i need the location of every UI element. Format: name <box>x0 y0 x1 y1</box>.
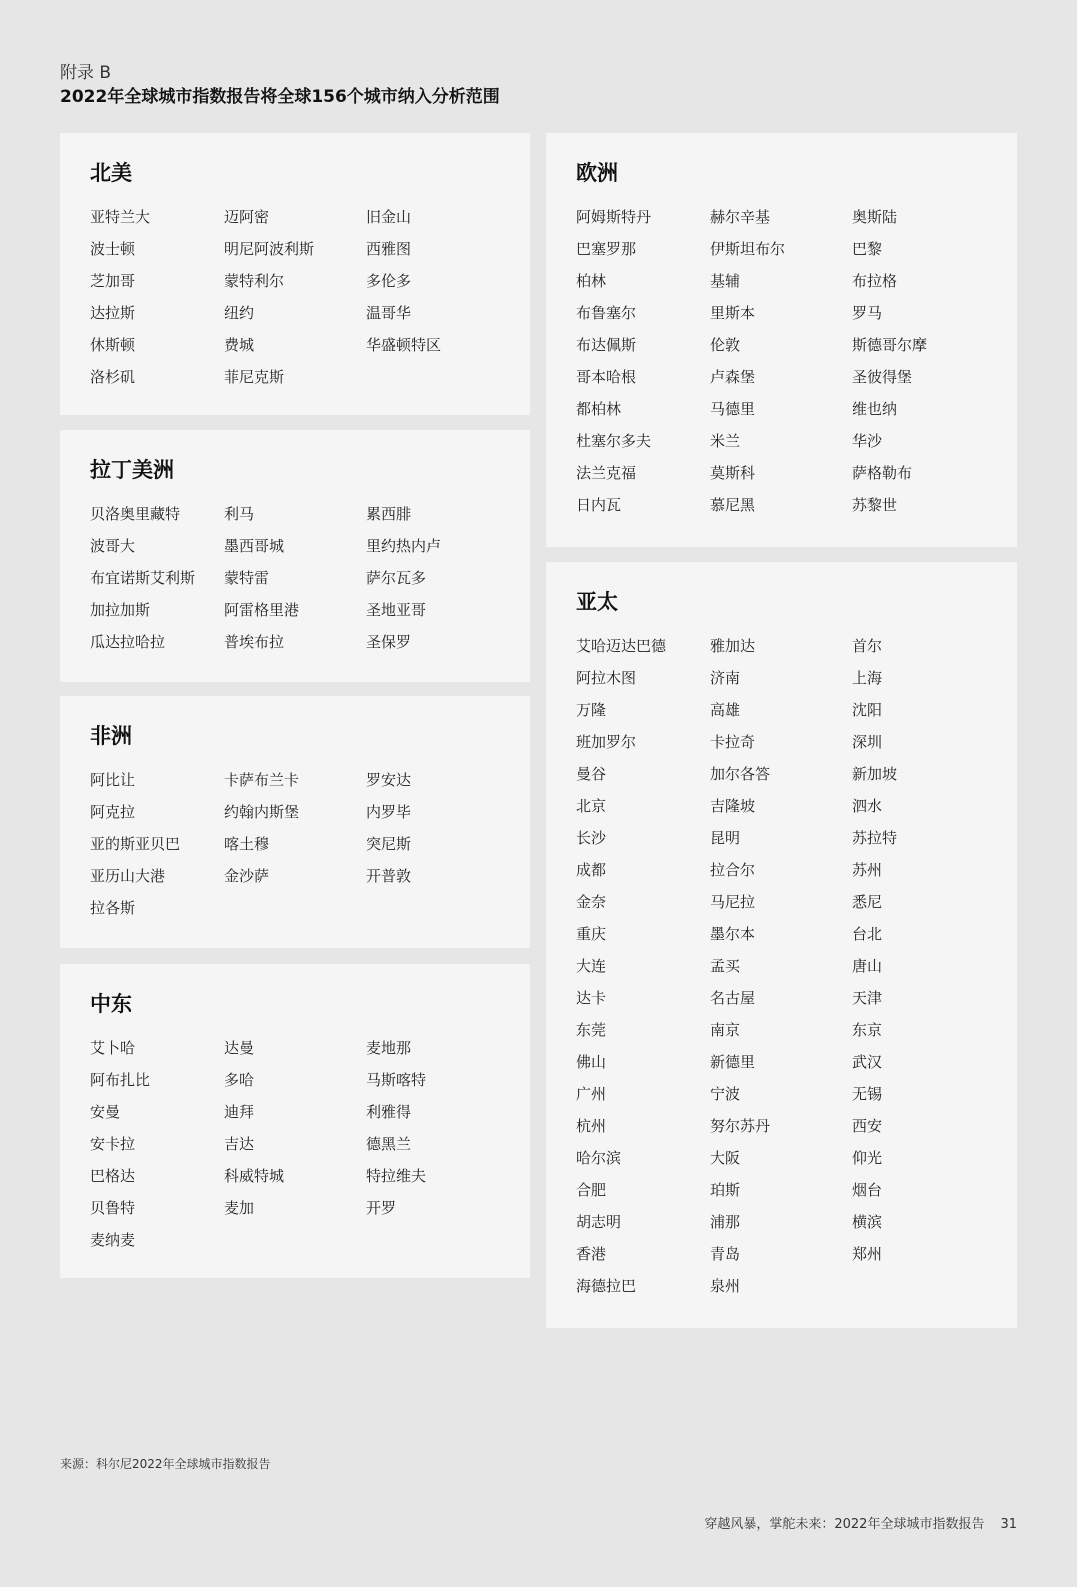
city-name: 艾卜哈 <box>90 1039 136 1057</box>
city-name: 德黑兰 <box>366 1135 412 1153</box>
city-name: 多哈 <box>224 1071 255 1089</box>
city-name: 深圳 <box>852 733 883 751</box>
city-name: 苏拉特 <box>852 829 898 847</box>
city-name: 开普敦 <box>366 867 412 885</box>
city-name: 阿布扎比 <box>90 1071 151 1089</box>
region-title: 北美 <box>90 161 132 185</box>
city-name: 阿雷格里港 <box>224 601 300 619</box>
city-name: 华沙 <box>852 432 883 450</box>
city-name: 阿拉木图 <box>576 669 637 687</box>
city-name: 万隆 <box>576 701 607 719</box>
city-name: 达曼 <box>224 1039 255 1057</box>
city-name: 金奈 <box>576 893 607 911</box>
city-name: 罗马 <box>852 304 883 322</box>
city-name: 台北 <box>852 925 883 943</box>
city-name: 都柏林 <box>576 400 622 418</box>
region-card-asia-pacific <box>546 562 1017 1328</box>
city-name: 赫尔辛基 <box>710 208 771 226</box>
city-name: 马斯喀特 <box>366 1071 427 1089</box>
city-name: 蒙特雷 <box>224 569 270 587</box>
region-title: 非洲 <box>90 724 132 748</box>
city-name: 纽约 <box>224 304 255 322</box>
city-name: 布宜诺斯艾利斯 <box>90 569 196 587</box>
city-name: 里斯本 <box>710 304 756 322</box>
city-name: 拉各斯 <box>90 899 136 917</box>
city-name: 利马 <box>224 505 255 523</box>
city-name: 麦纳麦 <box>90 1231 136 1249</box>
city-name: 东莞 <box>576 1021 607 1039</box>
city-name: 上海 <box>852 669 883 687</box>
city-name: 宁波 <box>710 1085 741 1103</box>
city-name: 芝加哥 <box>90 272 136 290</box>
region-card-latin-america <box>60 430 530 682</box>
city-name: 大连 <box>576 957 607 975</box>
city-name: 金沙萨 <box>224 867 270 885</box>
city-name: 贝鲁特 <box>90 1199 136 1217</box>
city-name: 里约热内卢 <box>366 537 442 555</box>
city-name: 休斯顿 <box>90 336 136 354</box>
city-name: 新德里 <box>710 1053 756 1071</box>
city-name: 罗安达 <box>366 771 412 789</box>
city-name: 安曼 <box>90 1103 121 1121</box>
city-name: 普埃布拉 <box>224 633 285 651</box>
city-name: 安卡拉 <box>90 1135 136 1153</box>
city-name: 苏州 <box>852 861 883 879</box>
region-card-north-america <box>60 133 530 415</box>
region-title: 中东 <box>90 992 132 1016</box>
city-name: 长沙 <box>576 829 607 847</box>
region-title: 欧洲 <box>576 161 618 185</box>
city-name: 仰光 <box>852 1149 883 1167</box>
city-name: 亚的斯亚贝巴 <box>90 835 181 853</box>
city-name: 科威特城 <box>224 1167 285 1185</box>
city-name: 高雄 <box>710 701 741 719</box>
city-name: 无锡 <box>852 1085 883 1103</box>
city-name: 努尔苏丹 <box>710 1117 771 1135</box>
city-name: 开罗 <box>366 1199 397 1217</box>
city-name: 旧金山 <box>366 208 412 226</box>
city-name: 西雅图 <box>366 240 412 258</box>
city-name: 伦敦 <box>710 336 741 354</box>
city-name: 圣保罗 <box>366 633 412 651</box>
city-name: 约翰内斯堡 <box>224 803 300 821</box>
page-number: 31 <box>1000 1517 1017 1532</box>
city-name: 萨尔瓦多 <box>366 569 427 587</box>
city-name: 浦那 <box>710 1213 741 1231</box>
city-name: 瓜达拉哈拉 <box>90 633 166 651</box>
city-name: 吉隆坡 <box>710 797 756 815</box>
city-name: 哥本哈根 <box>576 368 637 386</box>
city-name: 广州 <box>576 1085 607 1103</box>
city-name: 阿克拉 <box>90 803 136 821</box>
city-name: 华盛顿特区 <box>366 336 442 354</box>
region-card-middle-east <box>60 964 530 1278</box>
city-name: 马德里 <box>710 400 756 418</box>
city-name: 成都 <box>576 861 607 879</box>
city-name: 名古屋 <box>710 989 756 1007</box>
city-name: 唐山 <box>852 957 883 975</box>
city-name: 新加坡 <box>852 765 898 783</box>
region-title: 拉丁美洲 <box>90 458 174 482</box>
city-name: 青岛 <box>710 1245 741 1263</box>
city-name: 济南 <box>710 669 741 687</box>
city-name: 大阪 <box>710 1149 741 1167</box>
city-name: 喀土穆 <box>224 835 270 853</box>
city-name: 北京 <box>576 797 607 815</box>
city-name: 迈阿密 <box>224 208 270 226</box>
city-name: 奥斯陆 <box>852 208 898 226</box>
city-name: 内罗毕 <box>366 803 412 821</box>
city-grid <box>576 630 987 1302</box>
city-name: 墨尔本 <box>710 925 756 943</box>
city-name: 卡萨布兰卡 <box>224 771 300 789</box>
city-name: 菲尼克斯 <box>224 368 285 386</box>
city-name: 波哥大 <box>90 537 136 555</box>
city-name: 悉尼 <box>852 893 883 911</box>
region-card-europe <box>546 133 1017 547</box>
city-grid <box>90 498 500 658</box>
city-name: 贝洛奥里藏特 <box>90 505 181 523</box>
city-name: 西安 <box>852 1117 883 1135</box>
city-name: 东京 <box>852 1021 883 1039</box>
city-name: 布达佩斯 <box>576 336 637 354</box>
city-name: 特拉维夫 <box>366 1167 427 1185</box>
city-name: 昆明 <box>710 829 741 847</box>
city-name: 拉合尔 <box>710 861 756 879</box>
city-name: 伊斯坦布尔 <box>710 240 786 258</box>
city-name: 卢森堡 <box>710 368 756 386</box>
city-name: 佛山 <box>576 1053 607 1071</box>
city-name: 费城 <box>224 336 255 354</box>
city-name: 亚历山大港 <box>90 867 166 885</box>
city-name: 卡拉奇 <box>710 733 756 751</box>
city-name: 达拉斯 <box>90 304 136 322</box>
city-name: 慕尼黑 <box>710 496 756 514</box>
appendix-label: 附录 B <box>60 63 112 83</box>
city-name: 吉达 <box>224 1135 255 1153</box>
region-card-africa <box>60 696 530 948</box>
city-name: 胡志明 <box>576 1213 622 1231</box>
city-name: 麦加 <box>224 1199 255 1217</box>
city-name: 累西腓 <box>366 505 412 523</box>
city-name: 维也纳 <box>852 400 898 418</box>
city-name: 墨西哥城 <box>224 537 285 555</box>
city-name: 艾哈迈达巴德 <box>576 637 667 655</box>
city-name: 基辅 <box>710 272 741 290</box>
city-name: 利雅得 <box>366 1103 412 1121</box>
city-name: 杜塞尔多夫 <box>576 432 652 450</box>
city-name: 阿比让 <box>90 771 136 789</box>
city-name: 加拉加斯 <box>90 601 151 619</box>
city-name: 巴格达 <box>90 1167 136 1185</box>
page-title: 2022年全球城市指数报告将全球156个城市纳入分析范围 <box>60 87 500 107</box>
city-name: 海德拉巴 <box>576 1277 637 1295</box>
city-name: 苏黎世 <box>852 496 898 514</box>
city-name: 沈阳 <box>852 701 883 719</box>
city-name: 米兰 <box>710 432 741 450</box>
city-name: 烟台 <box>852 1181 883 1199</box>
city-name: 波士顿 <box>90 240 136 258</box>
city-name: 布拉格 <box>852 272 898 290</box>
city-name: 哈尔滨 <box>576 1149 622 1167</box>
city-name: 班加罗尔 <box>576 733 637 751</box>
city-name: 圣地亚哥 <box>366 601 427 619</box>
city-grid <box>90 764 500 924</box>
city-name: 香港 <box>576 1245 607 1263</box>
city-name: 亚特兰大 <box>90 208 151 226</box>
city-name: 雅加达 <box>710 637 756 655</box>
city-grid <box>90 1032 500 1256</box>
city-name: 巴黎 <box>852 240 883 258</box>
city-name: 孟买 <box>710 957 741 975</box>
city-name: 泉州 <box>710 1277 741 1295</box>
city-name: 阿姆斯特丹 <box>576 208 652 226</box>
city-grid <box>90 201 500 393</box>
source-note: 来源：科尔尼2022年全球城市指数报告 <box>60 1457 271 1471</box>
city-name: 迪拜 <box>224 1103 255 1121</box>
city-name: 布鲁塞尔 <box>576 304 637 322</box>
city-name: 明尼阿波利斯 <box>224 240 315 258</box>
city-name: 达卡 <box>576 989 607 1007</box>
city-name: 蒙特利尔 <box>224 272 285 290</box>
city-name: 合肥 <box>576 1181 607 1199</box>
city-name: 曼谷 <box>576 765 607 783</box>
city-grid <box>576 201 987 521</box>
city-name: 法兰克福 <box>576 464 637 482</box>
city-name: 加尔各答 <box>710 765 771 783</box>
city-name: 首尔 <box>852 637 883 655</box>
page-footer <box>704 1513 1017 1532</box>
city-name: 南京 <box>710 1021 741 1039</box>
city-name: 横滨 <box>852 1213 883 1231</box>
city-name: 重庆 <box>576 925 607 943</box>
city-name: 突尼斯 <box>366 835 412 853</box>
city-name: 天津 <box>852 989 883 1007</box>
city-name: 萨格勒布 <box>852 464 913 482</box>
city-name: 圣彼得堡 <box>852 368 913 386</box>
city-name: 武汉 <box>852 1053 883 1071</box>
city-name: 洛杉矶 <box>90 368 136 386</box>
city-name: 柏林 <box>576 272 607 290</box>
city-name: 温哥华 <box>366 304 412 322</box>
city-name: 珀斯 <box>710 1181 741 1199</box>
city-name: 日内瓦 <box>576 496 622 514</box>
city-name: 麦地那 <box>366 1039 412 1057</box>
footer-title: 穿越风暴，掌舵未来：2022年全球城市指数报告 <box>704 1517 985 1532</box>
city-name: 杭州 <box>576 1117 607 1135</box>
city-name: 巴塞罗那 <box>576 240 637 258</box>
city-name: 斯德哥尔摩 <box>852 336 928 354</box>
city-name: 郑州 <box>852 1245 883 1263</box>
region-title: 亚太 <box>576 590 618 614</box>
city-name: 泗水 <box>852 797 883 815</box>
city-name: 马尼拉 <box>710 893 756 911</box>
city-name: 莫斯科 <box>710 464 756 482</box>
city-name: 多伦多 <box>366 272 412 290</box>
